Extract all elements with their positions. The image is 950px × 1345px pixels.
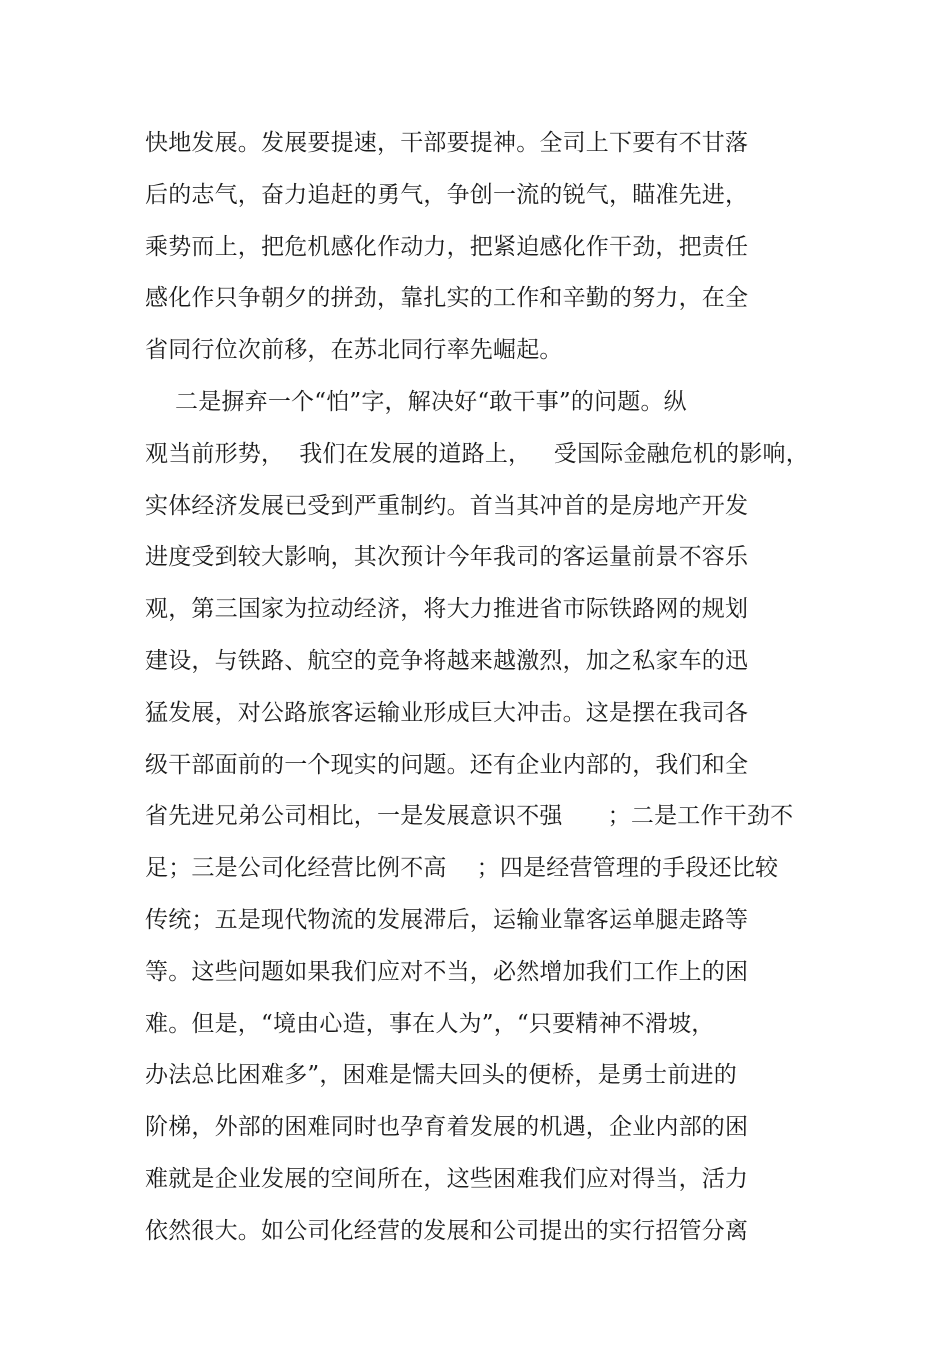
text-line: 等。这些问题如果我们应对不当，必然增加我们工作上的困 <box>145 958 749 985</box>
text-line: 阶梯，外部的困难同时也孕育着发展的机遇，企业内部的困 <box>145 1114 749 1141</box>
text-line: 进度受到较大影响，其次预计今年我司的客运量前景不容乐 <box>145 544 749 571</box>
text-line: 猛发展，对公路旅客运输业形成巨大冲击。这是摆在我司各 <box>145 699 749 726</box>
text-line: 级干部面前的一个现实的问题。还有企业内部的，我们和全 <box>145 751 749 778</box>
text-line: 观当前形势， 我们在发展的道路上， 受国际金融危机的影响， <box>145 440 809 467</box>
text-line: 省先进兄弟公司相比，一是发展意识不强 ；二是工作干劲不 <box>145 803 794 830</box>
text-line: 难。但是，“境由心造，事在人为”，“只要精神不滑坡， <box>145 1010 715 1037</box>
text-line: 足；三是公司化经营比例不高 ；四是经营管理的手段还比较 <box>145 855 779 882</box>
paragraph-start-line: 二是摒弃一个“怕”字，解决好“敢干事”的问题。纵 <box>145 388 687 415</box>
text-line: 传统；五是现代物流的发展滞后，运输业靠客运单腿走路等 <box>145 906 749 933</box>
text-line: 快地发展。发展要提速，干部要提神。全司上下要有不甘落 <box>145 130 749 156</box>
text-line: 乘势而上，把危机感化作动力，把紧迫感化作干劲，把责任 <box>145 233 749 260</box>
text-line: 依然很大。如公司化经营的发展和公司提出的实行招管分离 <box>145 1217 749 1244</box>
text-line: 后的志气，奋力追赶的勇气，争创一流的锐气，瞄准先进， <box>145 181 749 208</box>
text-line: 省同行位次前移，在苏北同行率先崛起。 <box>145 337 563 364</box>
text-line: 难就是企业发展的空间所在，这些困难我们应对得当，活力 <box>145 1165 749 1192</box>
text-line: 观，第三国家为拉动经济，将大力推进省市际铁路网的规划 <box>145 596 749 623</box>
text-line: 感化作只争朝夕的拼劲，靠扎实的工作和辛勤的努力，在全 <box>145 285 749 312</box>
text-line: 建设，与铁路、航空的竞争将越来越激烈，加之私家车的迅 <box>145 647 749 674</box>
text-line: 实体经济发展已受到严重制约。首当其冲首的是房地产开发 <box>145 492 749 519</box>
body-text <box>145 118 809 1258</box>
text-line: 办法总比困难多”，困难是懦夫回头的便桥，是勇士前进的 <box>145 1062 737 1089</box>
